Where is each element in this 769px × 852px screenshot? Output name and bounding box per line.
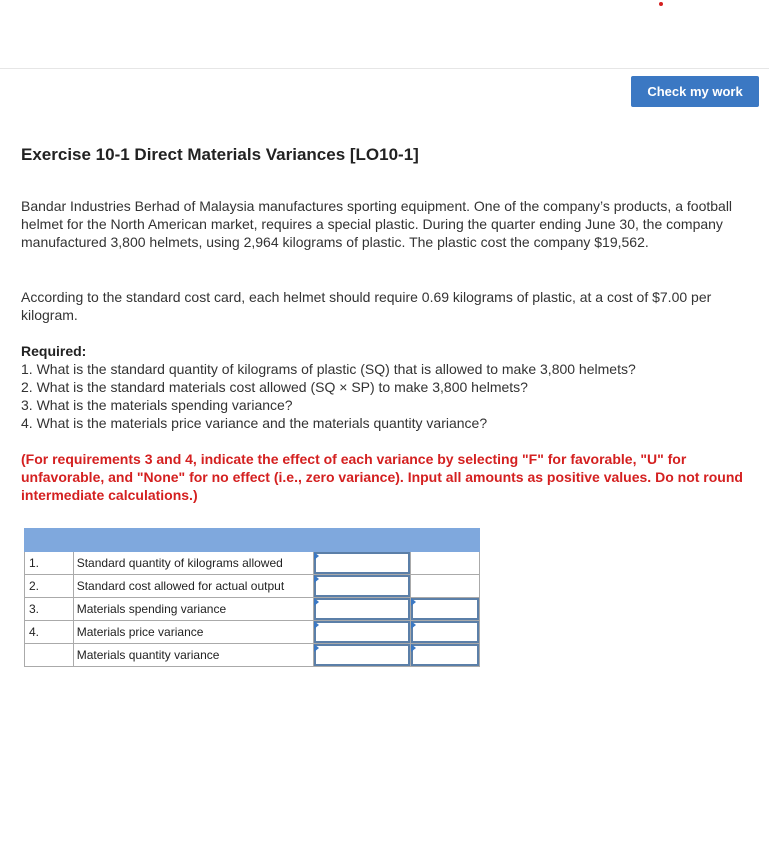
row-number: 1. <box>25 552 74 575</box>
row-label: Materials spending variance <box>73 598 313 621</box>
price-variance-input[interactable] <box>314 621 410 643</box>
row-number: 2. <box>25 575 74 598</box>
table-header-row <box>25 529 480 552</box>
empty-effect-cell <box>411 552 480 575</box>
table-row <box>25 575 480 598</box>
check-my-work-button[interactable]: Check my work <box>631 76 759 107</box>
answer-table <box>24 528 480 667</box>
price-variance-effect-select[interactable] <box>411 621 479 643</box>
header-divider <box>0 68 769 69</box>
row-label: Standard quantity of kilograms allowed <box>73 552 313 575</box>
red-dot-indicator <box>659 2 663 6</box>
problem-paragraph-2: According to the standard cost card, each helmet should require 0.69 kilograms of plastic, at a cost of $7.00 per kilogram. <box>21 289 712 323</box>
requirement-item: 3. What is the materials spending variance? <box>21 397 293 413</box>
row-number: 4. <box>25 621 74 644</box>
empty-effect-cell <box>411 575 480 598</box>
row-number: 3. <box>25 598 74 621</box>
spending-variance-input[interactable] <box>314 598 410 620</box>
required-heading: Required: <box>21 343 87 359</box>
requirement-item: 1. What is the standard quantity of kilograms of plastic (SQ) that is allowed to make 3,800 helmets? <box>21 361 636 377</box>
sq-kilograms-input[interactable] <box>314 552 410 574</box>
table-row <box>25 644 480 667</box>
requirement-item: 2. What is the standard materials cost allowed (SQ × SP) to make 3,800 helmets? <box>21 379 528 395</box>
table-row <box>25 598 480 621</box>
quantity-variance-input[interactable] <box>314 644 410 666</box>
row-label: Standard cost allowed for actual output <box>73 575 313 598</box>
row-number <box>25 644 74 667</box>
table-row <box>25 552 480 575</box>
table-row <box>25 621 480 644</box>
row-label: Materials price variance <box>73 621 313 644</box>
spending-variance-effect-select[interactable] <box>411 598 479 620</box>
instructions-text: (For requirements 3 and 4, indicate the effect of each variance by selecting "F" for favorable, "U" for unfavorable, and "None" for no effect (i.e., zero variance). Input all amounts as positive values. Do not round intermediate calculations.) <box>21 451 743 503</box>
quantity-variance-effect-select[interactable] <box>411 644 479 666</box>
requirements-list <box>21 360 636 432</box>
row-label: Materials quantity variance <box>73 644 313 667</box>
requirement-item: 4. What is the materials price variance and the materials quantity variance? <box>21 415 488 431</box>
problem-paragraph-1: Bandar Industries Berhad of Malaysia manufactures sporting equipment. One of the company’s products, a football helmet for the North American market, requires a special plastic. During the quarter ending June 30, the company manufactured 3,800 helmets, using 2,964 kilograms of plastic. The plastic cost the company $19,562. <box>21 198 733 250</box>
exercise-title: Exercise 10-1 Direct Materials Variances [LO10-1] <box>21 145 419 164</box>
standard-cost-input[interactable] <box>314 575 410 597</box>
